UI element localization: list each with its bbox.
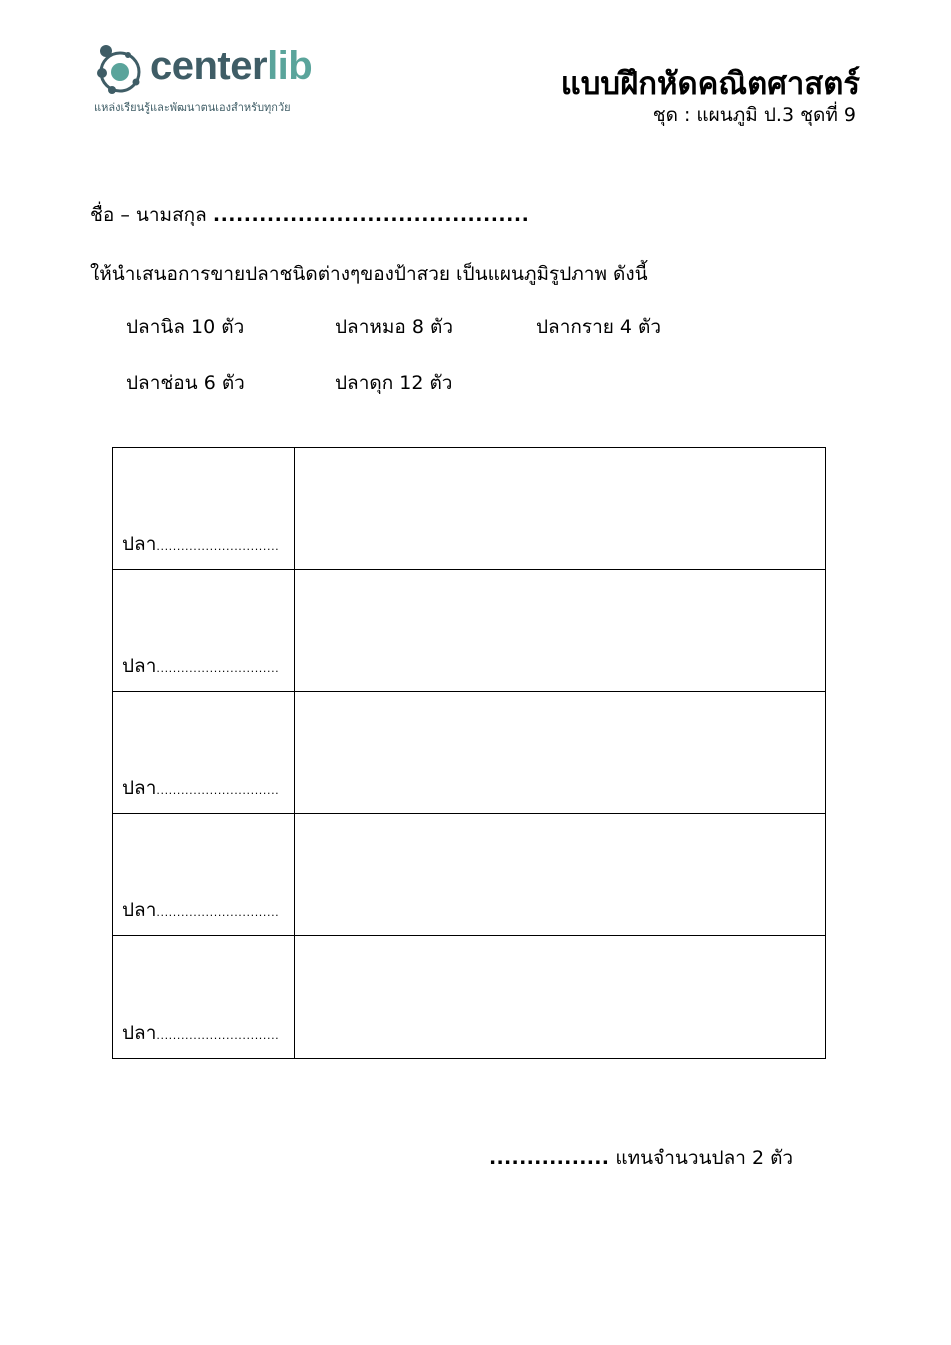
key-symbol-blank[interactable]: ................ [489, 1147, 610, 1169]
name-field[interactable] [90, 200, 529, 230]
worksheet-subtitle: ชุด : แผนภูมิ ป.3 ชุดที่ 9 [652, 104, 856, 126]
row-label[interactable]: ปลา.............................. [122, 899, 280, 921]
row-label-cell [113, 448, 295, 569]
key-text: แทนจำนวนปลา 2 ตัว [615, 1147, 794, 1169]
row-picture-cell[interactable] [295, 692, 825, 813]
row-picture-cell[interactable] [295, 570, 825, 691]
fish-item-nile-tilapia: ปลานิล 10 ตัว [126, 316, 245, 338]
row-label-cell [113, 814, 295, 935]
worksheet-title: แบบฝึกหัดคณิตศาสตร์ [560, 66, 860, 102]
pictograph-table [112, 447, 826, 1059]
centerlib-logo [92, 40, 342, 120]
fish-item-climbing-perch: ปลาหมอ 8 ตัว [335, 316, 454, 338]
fish-item-catfish: ปลาดุก 12 ตัว [335, 372, 453, 394]
row-label-cell [113, 692, 295, 813]
fish-item-knifefish: ปลากราย 4 ตัว [536, 316, 662, 338]
row-label[interactable]: ปลา.............................. [122, 655, 280, 677]
table-row [113, 448, 825, 570]
row-picture-cell[interactable] [295, 448, 825, 569]
row-label-cell [113, 936, 295, 1058]
logo-wordmark: centerlib [150, 44, 313, 88]
fish-item-snakehead: ปลาช่อน 6 ตัว [126, 372, 245, 394]
pictograph-key [489, 1143, 793, 1173]
table-row [113, 570, 825, 692]
molecule-logo-icon [92, 42, 148, 98]
table-row [113, 814, 825, 936]
row-label[interactable]: ปลา.............................. [122, 1022, 280, 1044]
row-label[interactable]: ปลา.............................. [122, 777, 280, 799]
name-blank[interactable]: ......................................... [212, 204, 530, 226]
table-row [113, 936, 825, 1058]
instruction-text: ให้นำเสนอการขายปลาชนิดต่างๆของป้าสวย เป็นแผนภูมิรูปภาพ ดังนี้ [90, 263, 648, 285]
row-label-cell [113, 570, 295, 691]
row-picture-cell[interactable] [295, 814, 825, 935]
row-label[interactable]: ปลา.............................. [122, 533, 280, 555]
table-row [113, 692, 825, 814]
logo-tagline: แหล่งเรียนรู้และพัฒนาตนเองสำหรับทุกวัย [94, 101, 291, 114]
row-picture-cell[interactable] [295, 936, 825, 1058]
name-label: ชื่อ – นามสกุล [90, 204, 207, 226]
